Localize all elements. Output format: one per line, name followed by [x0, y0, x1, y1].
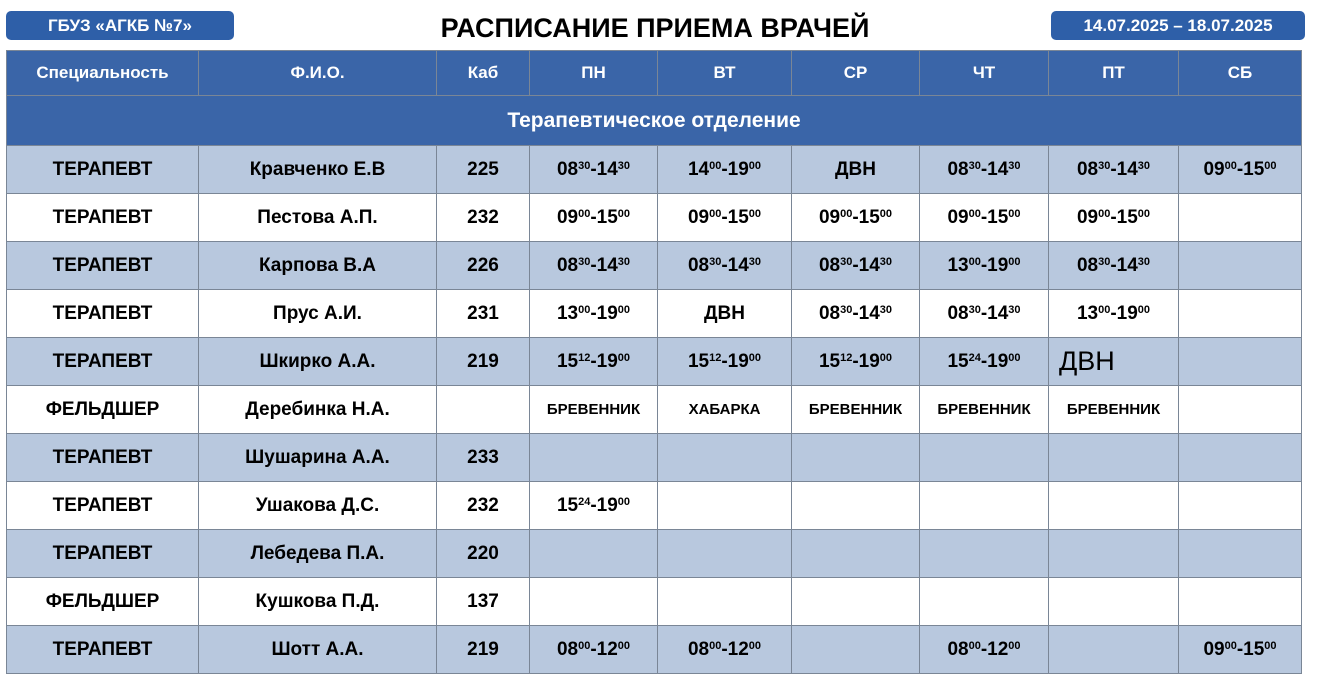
- specialty-cell: ТЕРАПЕВТ: [7, 338, 199, 386]
- specialty-cell: ТЕРАПЕВТ: [7, 194, 199, 242]
- schedule-cell-mon: [530, 530, 658, 578]
- schedule-cell-fri: $13^{00}-19^{00}$: [1049, 290, 1179, 338]
- schedule-cell-mon: $08^{30}-14^{30}$: [530, 146, 658, 194]
- schedule-cell-wed: $08^{30}-14^{30}$: [792, 242, 920, 290]
- specialty-cell: ТЕРАПЕВТ: [7, 290, 199, 338]
- doctor-name-cell: Пестова А.П.: [199, 194, 437, 242]
- specialty-cell: ФЕЛЬДШЕР: [7, 578, 199, 626]
- doctor-name-cell: Деребинка Н.А.: [199, 386, 437, 434]
- room-cell: 233: [437, 434, 530, 482]
- schedule-cell-fri: [1049, 626, 1179, 674]
- column-header-specialty: Специальность: [7, 51, 199, 96]
- doctor-name-cell: Шкирко А.А.: [199, 338, 437, 386]
- schedule-cell-fri: $09^{00}-15^{00}$: [1049, 194, 1179, 242]
- specialty-cell: ТЕРАПЕВТ: [7, 146, 199, 194]
- room-cell: 220: [437, 530, 530, 578]
- schedule-cell-thu: $08^{30}-14^{30}$: [920, 146, 1049, 194]
- schedule-cell-tue: $08^{30}-14^{30}$: [658, 242, 792, 290]
- schedule-cell-thu: БРЕВЕННИК: [920, 386, 1049, 434]
- room-cell: 219: [437, 626, 530, 674]
- table-row: [7, 338, 1302, 386]
- schedule-cell-wed: БРЕВЕННИК: [792, 386, 920, 434]
- doctor-name-cell: Шушарина А.А.: [199, 434, 437, 482]
- schedule-cell-sat: [1179, 194, 1302, 242]
- room-cell: [437, 386, 530, 434]
- doctor-name-cell: Шотт А.А.: [199, 626, 437, 674]
- section-title: Терапевтическое отделение: [7, 96, 1302, 146]
- schedule-cell-fri: [1049, 434, 1179, 482]
- schedule-cell-wed: [792, 434, 920, 482]
- column-header-room: Каб: [437, 51, 530, 96]
- schedule-cell-mon: [530, 578, 658, 626]
- schedule-cell-tue: [658, 482, 792, 530]
- schedule-cell-fri: $08^{30}-14^{30}$: [1049, 146, 1179, 194]
- schedule-cell-mon: $15^{24}-19^{00}$: [530, 482, 658, 530]
- schedule-cell-sat: [1179, 290, 1302, 338]
- schedule-cell-wed: $15^{12}-19^{00}$: [792, 338, 920, 386]
- schedule-cell-thu: [920, 482, 1049, 530]
- schedule-cell-sat: [1179, 242, 1302, 290]
- schedule-cell-tue: ХАБАРКА: [658, 386, 792, 434]
- schedule-cell-fri: [1049, 482, 1179, 530]
- specialty-cell: ТЕРАПЕВТ: [7, 626, 199, 674]
- schedule-cell-tue: $15^{12}-19^{00}$: [658, 338, 792, 386]
- table-row: [7, 530, 1302, 578]
- room-cell: 225: [437, 146, 530, 194]
- schedule-cell-mon: $08^{30}-14^{30}$: [530, 242, 658, 290]
- specialty-cell: ФЕЛЬДШЕР: [7, 386, 199, 434]
- schedule-cell-sat: [1179, 434, 1302, 482]
- schedule-cell-mon: $15^{12}-19^{00}$: [530, 338, 658, 386]
- table-row: [7, 386, 1302, 434]
- date-range-badge: 14.07.2025 – 18.07.2025: [1051, 11, 1305, 40]
- specialty-cell: ТЕРАПЕВТ: [7, 530, 199, 578]
- schedule-cell-sat: $09^{00}-15^{00}$: [1179, 626, 1302, 674]
- schedule-cell-thu: [920, 530, 1049, 578]
- table-row: [7, 578, 1302, 626]
- org-badge: ГБУЗ «АГКБ №7»: [6, 11, 234, 40]
- schedule-cell-tue: [658, 530, 792, 578]
- table-row: [7, 434, 1302, 482]
- room-cell: 232: [437, 482, 530, 530]
- room-cell: 219: [437, 338, 530, 386]
- schedule-cell-fri: [1049, 578, 1179, 626]
- schedule-cell-sat: [1179, 578, 1302, 626]
- schedule-cell-wed: [792, 482, 920, 530]
- table-row: [7, 482, 1302, 530]
- schedule-cell-tue: $08^{00}-12^{00}$: [658, 626, 792, 674]
- doctor-name-cell: Прус А.И.: [199, 290, 437, 338]
- doctor-name-cell: Лебедева П.А.: [199, 530, 437, 578]
- doctor-name-cell: Кравченко Е.В: [199, 146, 437, 194]
- column-header-mon: ПН: [530, 51, 658, 96]
- table-row: [7, 626, 1302, 674]
- room-cell: 137: [437, 578, 530, 626]
- column-header-name: Ф.И.О.: [199, 51, 437, 96]
- schedule-cell-sat: [1179, 530, 1302, 578]
- schedule-cell-mon: $13^{00}-19^{00}$: [530, 290, 658, 338]
- room-cell: 226: [437, 242, 530, 290]
- schedule-cell-mon: $09^{00}-15^{00}$: [530, 194, 658, 242]
- schedule-cell-sat: [1179, 386, 1302, 434]
- schedule-cell-wed: $08^{30}-14^{30}$: [792, 290, 920, 338]
- schedule-cell-fri: ДВН: [1049, 338, 1179, 386]
- schedule-cell-thu: $08^{30}-14^{30}$: [920, 290, 1049, 338]
- doctor-name-cell: Ушакова Д.С.: [199, 482, 437, 530]
- schedule-cell-thu: [920, 434, 1049, 482]
- room-cell: 232: [437, 194, 530, 242]
- doctor-name-cell: Карпова В.А: [199, 242, 437, 290]
- doctor-name-cell: Кушкова П.Д.: [199, 578, 437, 626]
- schedule-cell-tue: $09^{00}-15^{00}$: [658, 194, 792, 242]
- schedule-cell-tue: ДВН: [658, 290, 792, 338]
- schedule-cell-mon: $08^{00}-12^{00}$: [530, 626, 658, 674]
- schedule-cell-wed: [792, 626, 920, 674]
- schedule-cell-thu: [920, 578, 1049, 626]
- table-row: [7, 290, 1302, 338]
- column-header-sat: СБ: [1179, 51, 1302, 96]
- schedule-cell-sat: $09^{00}-15^{00}$: [1179, 146, 1302, 194]
- schedule-cell-thu: $09^{00}-15^{00}$: [920, 194, 1049, 242]
- schedule-cell-wed: ДВН: [792, 146, 920, 194]
- schedule-cell-wed: $09^{00}-15^{00}$: [792, 194, 920, 242]
- schedule-cell-sat: [1179, 338, 1302, 386]
- section-row: [7, 96, 1302, 146]
- schedule-cell-thu: $15^{24}-19^{00}$: [920, 338, 1049, 386]
- header-row: [7, 51, 1302, 96]
- schedule-cell-tue: $14^{00}-19^{00}$: [658, 146, 792, 194]
- schedule-cell-fri: $08^{30}-14^{30}$: [1049, 242, 1179, 290]
- schedule-cell-fri: БРЕВЕННИК: [1049, 386, 1179, 434]
- page-title: РАСПИСАНИЕ ПРИЕМА ВРАЧЕЙ: [440, 13, 870, 43]
- schedule-cell-wed: [792, 578, 920, 626]
- column-header-tue: ВТ: [658, 51, 792, 96]
- schedule-cell-wed: [792, 530, 920, 578]
- specialty-cell: ТЕРАПЕВТ: [7, 434, 199, 482]
- table-row: [7, 194, 1302, 242]
- column-header-fri: ПТ: [1049, 51, 1179, 96]
- table-row: [7, 146, 1302, 194]
- column-header-wed: СР: [792, 51, 920, 96]
- room-cell: 231: [437, 290, 530, 338]
- specialty-cell: ТЕРАПЕВТ: [7, 482, 199, 530]
- column-header-thu: ЧТ: [920, 51, 1049, 96]
- schedule-cell-thu: $08^{00}-12^{00}$: [920, 626, 1049, 674]
- schedule-cell-tue: [658, 578, 792, 626]
- schedule-cell-mon: [530, 434, 658, 482]
- schedule-cell-mon: БРЕВЕННИК: [530, 386, 658, 434]
- schedule-cell-tue: [658, 434, 792, 482]
- schedule-cell-thu: $13^{00}-19^{00}$: [920, 242, 1049, 290]
- schedule-cell-sat: [1179, 482, 1302, 530]
- schedule-table: [6, 50, 1302, 674]
- specialty-cell: ТЕРАПЕВТ: [7, 242, 199, 290]
- table-row: [7, 242, 1302, 290]
- schedule-cell-fri: [1049, 530, 1179, 578]
